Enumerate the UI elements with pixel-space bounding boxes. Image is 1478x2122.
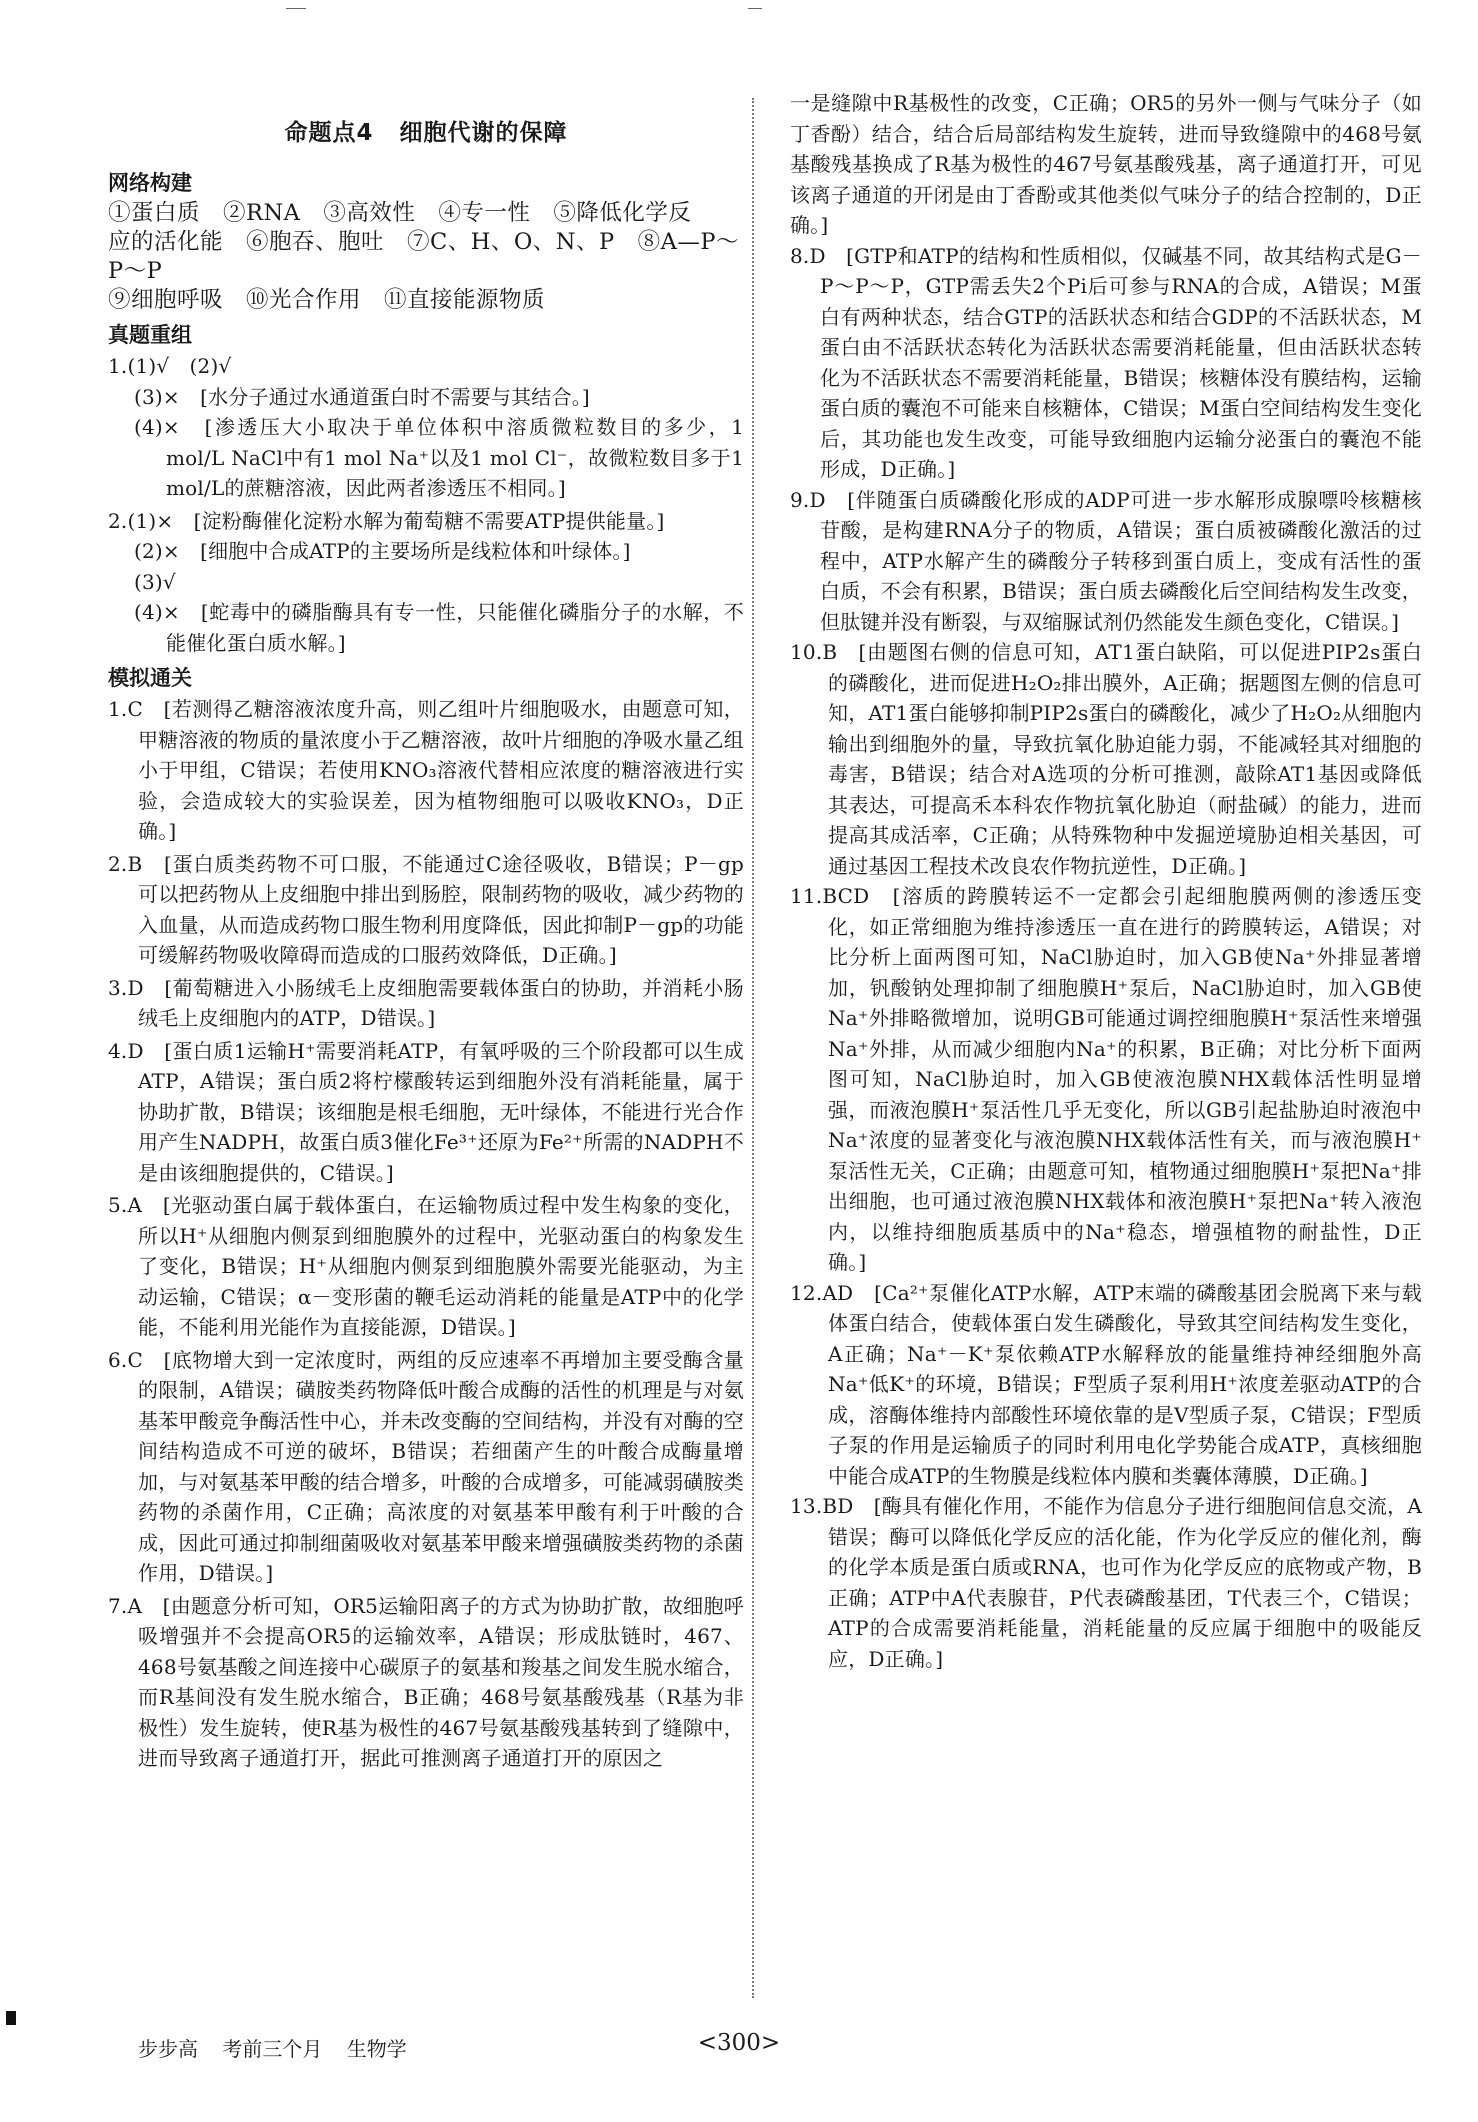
zhenti-item: (4)× [蛇毒中的磷脂酶具有专一性，只能催化磷脂分子的水解，不能催化蛋白质水解。] [134,600,744,655]
moni-item: 3.D [葡萄糖进入小肠绒毛上皮细胞需要载体蛋白的协助，并消耗小肠绒毛上皮细胞内的ATP，D错误。] [108,975,744,1030]
zhenti-item: (4)× [渗透压大小取决于单位体积中溶质微粒数目的多少，1 mol/L NaCl中有1 mol Na⁺以及1 mol Cl⁻，故微粒数目多于1 mol/L的蔗糖溶液，因此两者渗透压不相同。] [134,415,744,500]
title-name: 细胞代谢的保障 [399,120,568,146]
title-topic: 命题点4 [284,120,374,146]
moni-item: 10.B [由题图右侧的信息可知，AT1蛋白缺陷，可以促进PIP2s蛋白的磷酸化，进而促进H₂O₂排出膜外，A正确；据题图左侧的信息可知，AT1蛋白能够抑制PIP2s蛋白的磷酸化，减少了H₂O₂从细胞内输出到细胞外的量，导致抗氧化胁迫能力弱，不能减轻其对细胞的毒害，B错误；结合对A选项的分析可推测，敲除AT1基因或降低其表达，可提高禾本科农作物抗氧化胁迫（耐盐碱）的能力，进而提高其成活率，C正确；从特殊物种中发掘逆境胁迫相关基因，可通过基因工程技术改良农作物抗逆性，D正确。] [790,640,1422,878]
moni-item: 8.D [GTP和ATP的结构和性质相似，仅碱基不同，故其结构式是G－P～P～P，GTP需丢失2个Pi后可参与RNA的合成，A错误；M蛋白有两种状态，结合GTP的活跃状态和结合GDP的不活跃状态，M蛋白由不活跃状态转化为活跃状态需要消耗能量，但由活跃状态转化为不活跃状态不需要消耗能量，B错误；核糖体没有膜结构，运输蛋白质的囊泡不可能来自核糖体，C错误；M蛋白空间结构发生变化后，其功能也发生改变，可能导致细胞内运输分泌蛋白的囊泡不能形成，D正确。] [790,243,1422,481]
moni-item: 7.A [由题意分析可知，OR5运输阳离子的方式为协助扩散，故细胞呼吸增强并不会提高OR5的运输效率，A错误；形成肽链时，467、468号氨基酸之间连接中心碳原子的氨基和羧基之间发生脱水缩合，而R基间没有发生脱水缩合，B正确；468号氨基酸残基（R基为非极性）发生旋转，使R基为极性的467号氨基酸残基转到了缝隙中，进而导致离子通道打开，据此可推测离子通道打开的原因之 [108,1593,744,1770]
network-line: 应的活化能 ⑥胞吞、胞吐 ⑦C、H、O、N、P ⑧A—P～P～P [108,229,739,284]
moni-item: 2.B [蛋白质类药物不可口服，不能通过C途径吸收，B错误；P－gp可以把药物从上皮细胞中排出到肠腔，限制药物的吸收，减少药物的入血量，从而造成药物口服生物利用度降低，因此抑制P－gp的功能可缓解药物吸收障碍而造成的口服药效降低，D正确。] [108,851,744,967]
moni-left-list [108,694,744,1774]
zhenti-item: (3)√ [134,569,176,594]
moni-item: 一是缝隙中R基极性的改变，C正确；OR5的另外一侧与气味分子（如丁香酚）结合，结合后局部结构发生旋转，进而导致缝隙中的468号氨基酸残基换成了R基为极性的467号氨基酸残基，离子通道打开，可见该离子通道的开闭是由丁香酚或其他类似气味分子的结合控制的，D正确。] [790,91,1422,237]
corner-mark [6,2011,16,2025]
network-line: ⑨细胞呼吸 ⑩光合作用 ⑪直接能源物质 [108,287,546,313]
moni-item: 4.D [蛋白质1运输H⁺需要消耗ATP，有氧呼吸的三个阶段都可以生成ATP，A错误；蛋白质2将柠檬酸转运到细胞外没有消耗能量，属于协助扩散，B错误；该细胞是根毛细胞，无叶绿体，不能进行光合作用产生NADPH，故蛋白质3催化Fe³⁺还原为Fe²⁺所需的NADPH不是由该细胞提供的，C错误。] [108,1038,744,1185]
moni-heading: 模拟通关 [108,666,192,690]
column-divider [752,98,754,1998]
top-mark [286,8,306,9]
right-column [790,88,1422,1674]
top-mark [748,8,762,9]
zhenti-heading: 真题重组 [108,323,192,347]
zhenti-item: (2)× [细胞中合成ATP的主要场所是线粒体和叶绿体。] [134,539,631,563]
left-column [108,100,744,1774]
footer-title: 考前三个月 [222,2037,323,2061]
zhenti-list [108,351,744,658]
moni-item: 5.A [光驱动蛋白属于载体蛋白，在运输物质过程中发生构象的变化，所以H⁺从细胞内侧泵到细胞膜外的过程中，光驱动蛋白的构象发生了变化，B错误；H⁺从细胞内侧泵到细胞膜外需要光能驱动，为主动运输，C错误；α－变形菌的鞭毛运动消耗的能量是ATP中的化学能，不能利用光能作为直接能源，D错误。] [108,1193,744,1339]
moni-item: 13.BD [酶具有催化作用，不能作为信息分子进行细胞间信息交流，A错误；酶可以降低化学反应的活化能，作为化学反应的催化剂，酶的化学本质是蛋白质或RNA，也可作为化学反应的底物或产物，B正确；ATP中A代表腺苷，P代表磷酸基团，T代表三个，C错误；ATP的合成需要消耗能量，消耗能量的反应属于细胞中的吸能反应，D正确。] [790,1494,1422,1671]
page-title [108,114,744,147]
moni-item: 11.BCD [溶质的跨膜转运不一定都会引起细胞膜两侧的渗透压变化，如正常细胞为维持渗透压一直在进行的跨膜转运，A错误；对比分析上面两图可知，NaCl胁迫时，加入GB使Na⁺外排显著增加，钒酸钠处理抑制了细胞膜H⁺泵后，NaCl胁迫时，加入GB使Na⁺外排略微增加，说明GB可能通过调控细胞膜H⁺泵活性来增强Na⁺外排，从而减少细胞内Na⁺的积累，B正确；对比分析下面两图可知，NaCl胁迫时，加入GB使液泡膜NHX载体活性明显增强，而液泡膜H⁺泵活性几乎无变化，所以GB引起盐胁迫时液泡中Na⁺浓度的显著变化与液泡膜NHX载体活性有关，而与液泡膜H⁺泵活性无关，C正确；由题意可知，植物通过细胞膜H⁺泵把Na⁺排出细胞，也可通过液泡膜NHX载体和液泡膜H⁺泵把Na⁺转入液泡内，以维持细胞质基质中的Na⁺稳态，增强植物的耐盐性，D正确。] [790,884,1422,1274]
moni-item: 1.C [若测得乙糖溶液浓度升高，则乙组叶片细胞吸水，由题意可知，甲糖溶液的物质的量浓度小于乙糖溶液，故叶片细胞的净吸水量乙组小于甲组，C错误；若使用KNO₃溶液代替相应浓度的糖溶液进行实验，会造成较大的实验误差，因为植物细胞可以吸收KNO₃，D正确。] [108,697,744,843]
network-content [108,199,744,315]
moni-item: 6.C [底物增大到一定浓度时，两组的反应速率不再增加主要受酶含量的限制，A错误；磺胺类药物降低叶酸合成酶的活性的机理是与对氨基苯甲酸竞争酶活性中心，并未改变酶的空间结构，并没有对酶的空间结构造成不可逆的破坏，B错误；若细菌产生的叶酸合成酶量增加，与对氨基苯甲酸的结合增多，叶酸的合成增多，可能减弱磺胺类药物的杀菌作用，C正确；高浓度的对氨基苯甲酸有利于叶酸的合成，因此可通过抑制细菌吸收对氨基苯甲酸来增强磺胺类药物的杀菌作用，D错误。] [108,1347,744,1585]
moni-right-list [790,88,1422,1674]
footer-series: 步步高 [138,2037,198,2061]
zhenti-item: 2.(1)× [淀粉酶催化淀粉水解为葡萄糖不需要ATP提供能量。] [108,508,665,533]
network-line: ①蛋白质 ②RNA ③高效性 ④专一性 ⑤降低化学反 [108,200,692,226]
moni-item: 9.D [伴随蛋白质磷酸化形成的ADP可进一步水解形成腺嘌呤核糖核苷酸，是构建RNA分子的物质，A错误；蛋白质被磷酸化激活的过程中，ATP水解产生的磷酸分子转移到蛋白质上，变成有活性的蛋白质，不会有积累，B错误；蛋白质去磷酸化后空间结构发生改变，但肽键并没有断裂，与双缩脲试剂仍然能发生颜色变化，C错误。] [790,487,1422,634]
footer-subject: 生物学 [346,2037,407,2061]
page-number: <300> [697,2030,781,2056]
network-heading: 网络构建 [108,171,192,195]
moni-item: 12.AD [Ca²⁺泵催化ATP水解，ATP末端的磷酸基团会脱离下来与载体蛋白结合，使载体蛋白发生磷酸化，导致其空间结构发生变化，A正确；Na⁺－K⁺泵依赖ATP水解释放的能量维持神经细胞外高Na⁺低K⁺的环境，B错误；F型质子泵利用H⁺浓度差驱动ATP的合成，溶酶体维持内部酸性环境依靠的是V型质子泵，C错误；F型质子泵的作用是运输质子的同时利用电化学势能合成ATP，真核细胞中能合成ATP的生物膜是线粒体内膜和类囊体薄膜，D正确。] [790,1280,1422,1488]
zhenti-item: 1.(1)√ (2)√ [108,354,232,378]
zhenti-item: (3)× [水分子通过水通道蛋白时不需要与其结合。] [134,384,590,409]
